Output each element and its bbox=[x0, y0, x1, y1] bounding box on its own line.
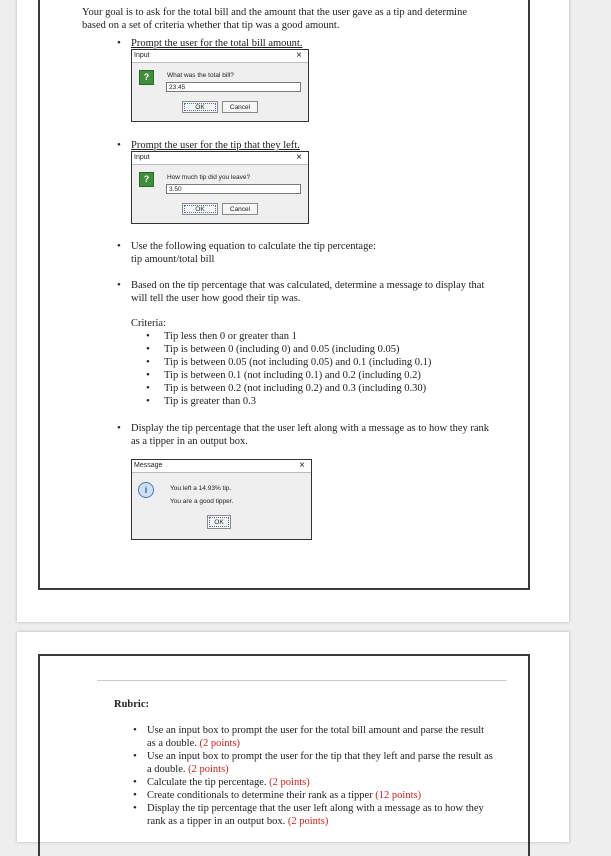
criteria-item: • Tip is greater than 0.3 bbox=[164, 395, 256, 408]
rubric-heading: Rubric: bbox=[114, 699, 149, 710]
info-icon: i bbox=[138, 482, 154, 498]
dialog-titlebar: Input × bbox=[132, 50, 308, 63]
question-icon: ? bbox=[139, 172, 154, 187]
divider bbox=[97, 680, 507, 681]
ok-button[interactable]: OK bbox=[207, 515, 231, 529]
message-line-1: You left a 14.93% tip. bbox=[170, 485, 232, 492]
dialog-titlebar: Input × bbox=[132, 152, 308, 165]
ok-button[interactable]: OK bbox=[182, 101, 218, 113]
dialog-question: How much tip did you leave? bbox=[167, 174, 251, 181]
step-determine-message: • Based on the tip percentage that was calculated, determine a message to display that will tell the user how good their tip was. bbox=[131, 279, 484, 305]
document-page-1 bbox=[17, 0, 569, 622]
criteria-item: • Tip less then 0 or greater than 1 bbox=[164, 330, 297, 343]
close-icon[interactable]: × bbox=[296, 50, 302, 61]
rubric-item: • Use an input box to prompt the user for the total bill amount and parse the result as a double. (2 points) bbox=[147, 724, 517, 750]
cancel-button[interactable]: Cancel bbox=[222, 203, 258, 215]
criteria-item: • Tip is between 0.1 (not including 0.1) and 0.2 (including 0.2) bbox=[164, 369, 421, 382]
step-prompt-bill: • Prompt the user for the total bill amount. bbox=[131, 37, 302, 50]
dialog-question: What was the total bill? bbox=[167, 72, 234, 79]
intro-text: Your goal is to ask for the total bill and the amount that the user gave as a tip and determine based on a set of criteria whether that tip was a good amount. bbox=[82, 7, 468, 31]
close-icon[interactable]: × bbox=[299, 460, 305, 471]
question-icon: ? bbox=[139, 70, 154, 85]
rubric-item: • Display the tip percentage that the user left along with a message as to how they rank as a tipper in an output box. (2 points) bbox=[147, 802, 517, 828]
criteria-item: • Tip is between 0 (including 0) and 0.05 (including 0.05) bbox=[164, 343, 400, 356]
rubric-item: • Create conditionals to determine their rank as a tipper (12 points) bbox=[147, 789, 517, 802]
ok-button[interactable]: OK bbox=[182, 203, 218, 215]
close-icon[interactable]: × bbox=[296, 152, 302, 163]
document-page-2 bbox=[17, 632, 569, 842]
message-line-2: You are a good tipper. bbox=[170, 498, 234, 505]
rubric-item: • Calculate the tip percentage. (2 points) bbox=[147, 776, 517, 789]
step-equation: • Use the following equation to calculate the tip percentage: tip amount/total bill bbox=[131, 240, 376, 266]
message-dialog bbox=[131, 459, 312, 540]
criteria-label: Criteria: bbox=[131, 318, 166, 329]
input-dialog-tip bbox=[131, 151, 309, 224]
step-display-output: • Display the tip percentage that the user left along with a message as to how they rank as a tipper in an output box. bbox=[131, 422, 489, 448]
rubric-item: • Use an input box to prompt the user for the tip that they left and parse the result as a double. (2 points) bbox=[147, 750, 517, 776]
criteria-item: • Tip is between 0.05 (not including 0.05) and 0.1 (including 0.1) bbox=[164, 356, 431, 369]
tip-input[interactable]: 3.50 bbox=[166, 184, 301, 194]
criteria-item: • Tip is between 0.2 (not including 0.2) and 0.3 (including 0.30) bbox=[164, 382, 426, 395]
bill-input[interactable]: 23.45 bbox=[166, 82, 301, 92]
cancel-button[interactable]: Cancel bbox=[222, 101, 258, 113]
dialog-titlebar: Message × bbox=[132, 460, 311, 473]
input-dialog-bill bbox=[131, 49, 309, 122]
step-prompt-tip: • Prompt the user for the tip that they left. bbox=[131, 139, 300, 152]
